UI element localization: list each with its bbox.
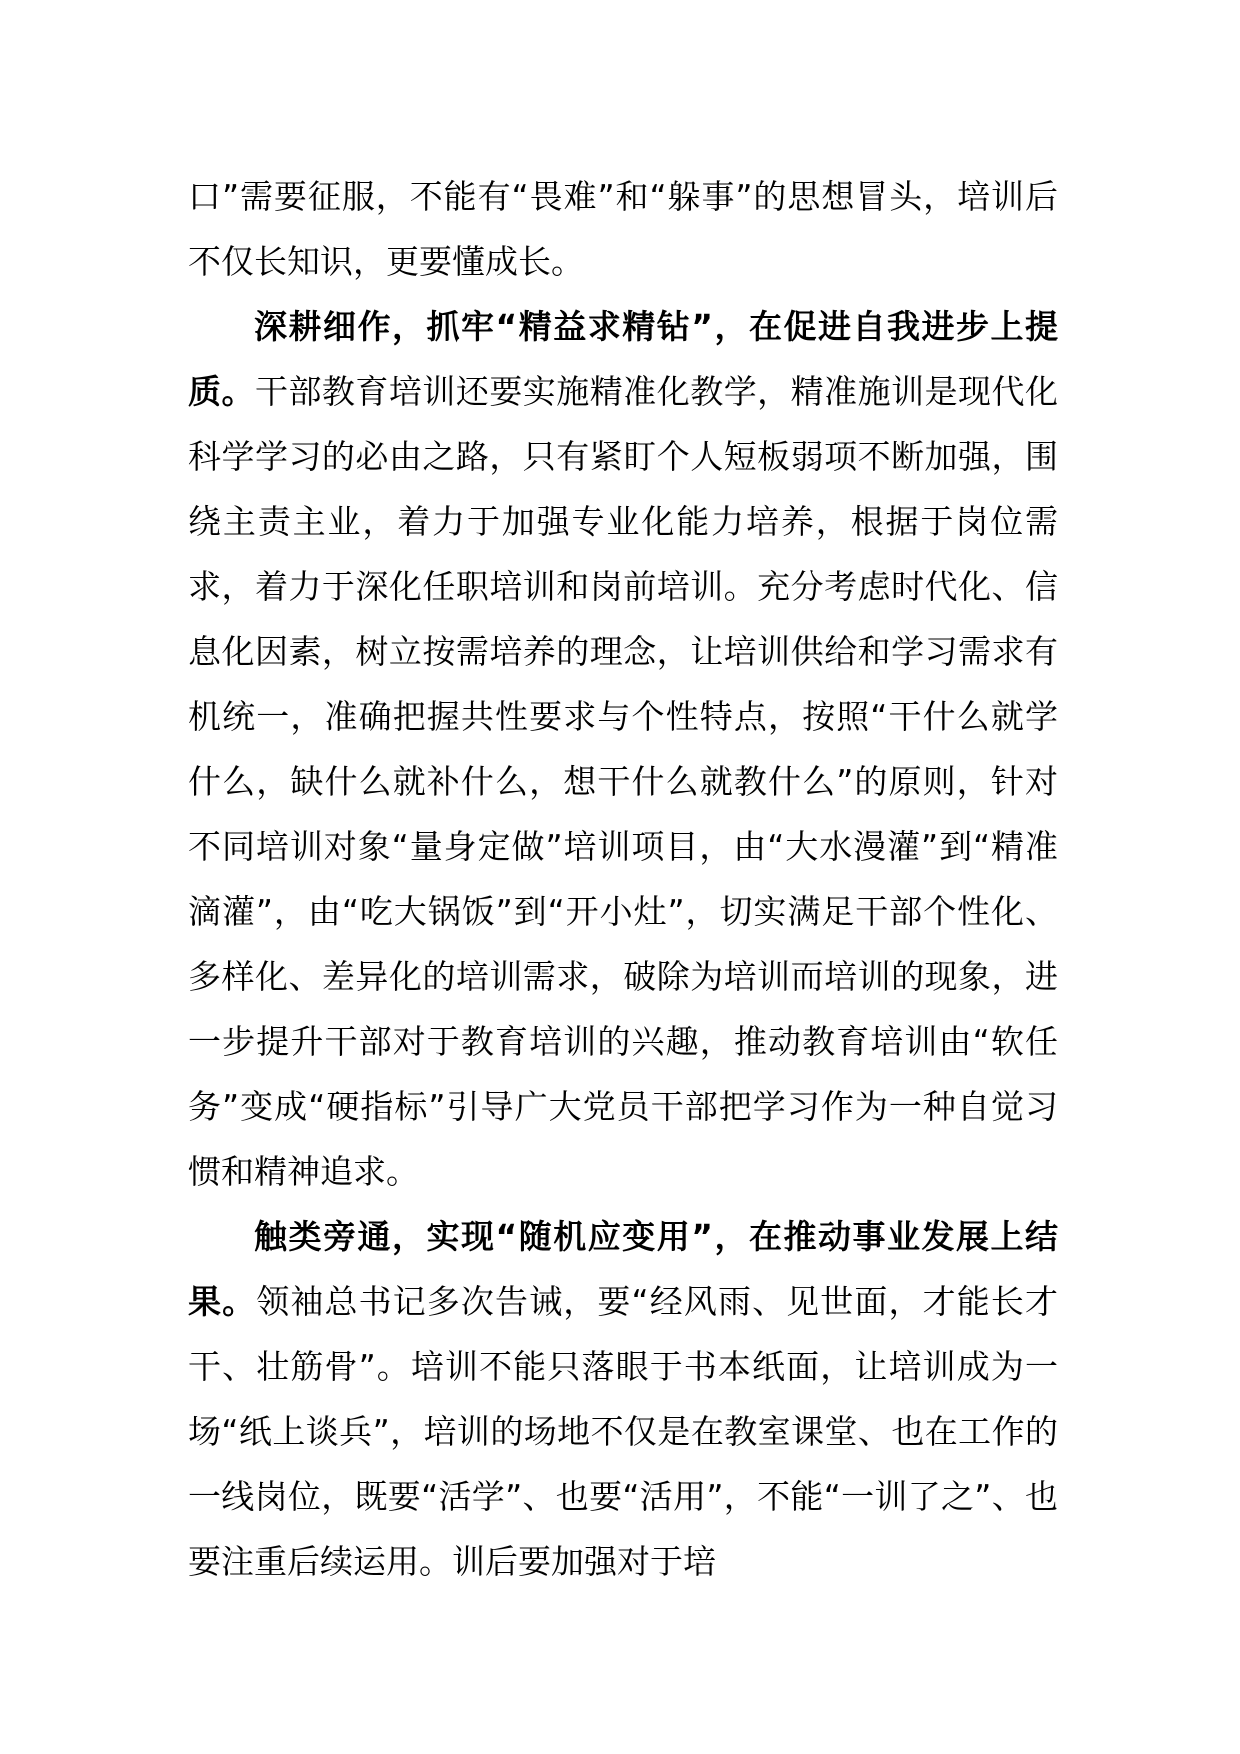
paragraph-3: [188, 1204, 1058, 1594]
paragraph-1: [188, 164, 1058, 294]
paragraph-2-text: 干部教育培训还要实施精准化教学，精准施训是现代化科学学习的必由之路，只有紧盯个人短板弱项不断加强，围绕主责主业，着力于加强专业化能力培养，根据于岗位需求，着力于深化任职培训和岗前培训。充分考虑时代化、信息化因素，树立按需培养的理念，让培训供给和学习需求有机统一，准确把握共性要求与个性特点，按照“干什么就学什么，缺什么就补什么，想干什么就教什么”的原则，针对不同培训对象“量身定做”培训项目，由“大水漫灌”到“精准滴灌”，由“吃大锅饭”到“开小灶”，切实满足干部个性化、多样化、差异化的培训需求，破除为培训而培训的现象，进一步提升干部对于教育培训的兴趣，推动教育培训由“软任务”变成“硬指标”引导广大党员干部把学习作为一种自觉习惯和精神追求。: [188, 372, 1059, 1191]
paragraph-2-lead: 深耕细作，抓牢“精益求精钻”，在促进自我进步上提质。: [188, 307, 1058, 411]
paragraph-3-lead: 触类旁通，实现“随机应变用”，在推动事业发展上结果。: [188, 1217, 1058, 1321]
paragraph-1-text: 口”需要征服，不能有“畏难”和“躲事”的思想冒头，培训后不仅长知识，更要懂成长。: [188, 177, 1058, 281]
paragraph-3-text: 领袖总书记多次告诫，要“经风雨、见世面，才能长才干、壮筋骨”。培训不能只落眼于书本纸面，让培训成为一场“纸上谈兵”，培训的场地不仅是在教室课堂、也在工作的一线岗位，既要“活学”、也要“活用”，不能“一训了之”、也要注重后续运用。训后要加强对于培: [188, 1282, 1058, 1581]
document-body: [188, 164, 1058, 1594]
paragraph-2: [188, 294, 1058, 1204]
